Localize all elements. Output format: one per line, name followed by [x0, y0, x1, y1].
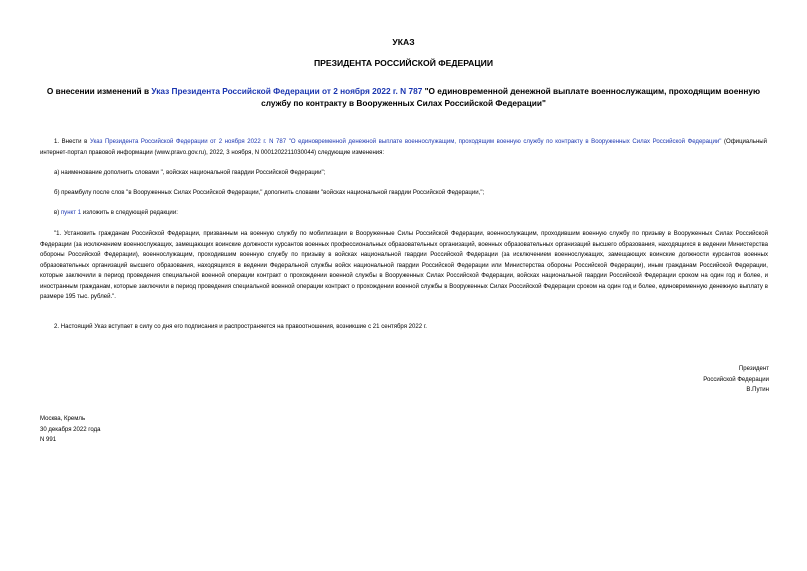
decree-number: N 991	[40, 437, 57, 443]
subject-prefix: О внесении изменений в	[46, 86, 152, 96]
document-footer	[40, 414, 100, 446]
item-b: б) преамбулу после слов "в Вооруженных Силах Российской Федерации," дополнить словами "войсках национальной гвардии Российской Федерации,";	[54, 190, 485, 196]
item-c-suffix: изложить в следующей редакции:	[81, 210, 178, 216]
subject-suffix: "О единовременной денежной выплате военнослужащим, проходящим военную службу по контракту в Вооруженных Силах Российской Федерации"	[261, 86, 761, 108]
document-subject	[40, 85, 767, 109]
subject-decree-link[interactable]: Указ Президента Российской Федерации от 2 ноября 2022 г. N 787	[151, 86, 423, 96]
item-c-prefix: в)	[54, 210, 61, 216]
item-c	[54, 208, 767, 219]
paragraph-1-suffix: (Официальный интернет-портал правовой информации (www.pravo.gov.ru), 2022, 3 ноября, N 0001202211030044) следующие изменения:	[40, 139, 768, 156]
quoted-point-1: "1. Установить гражданам Российской Федерации, призванным на военную службу по мобилизации в Вооруженные Силы Российской Федерации, военнослужащим, проходившим военную службу по призыву в Вооруженных Силах Российской Федерации (за исключением военнослужащих, замещающих воинские должности курсантов военных профессиональных образовательных организаций, военных образовательных организаций высшего образования, находящихся в ведении Министерства обороны Российской Федерации), военнослужащим, проходившим военную службу по призыву в войсках национальной гвардии Российской Федерации (за исключением военнослужащих, замещающих воинские должности курсантов военных образовательных организаций высшего образования, находящихся в ведении Федеральной службы войск национальной гвардии Российской Федерации или Министерства обороны Российской Федерации), иным гражданам Российской Федерации, которые заключили в период проведения специальной военной операции контракт о прохождении военной службы в Вооруженных Силах Российской Федерации, войсках национальной гвардии Российской Федерации сроком на один год и более, и иностранным гражданам, которые заключили в период проведения специальной военной операции контракт о прохождении военной службы в Вооруженных Силах Российской Федерации сроком на один год и более, единовременную денежную выплату в размере 195 тыс. рублей.".	[40, 231, 768, 300]
document-issuer-title: ПРЕЗИДЕНТА РОССИЙСКОЙ ФЕДЕРАЦИИ	[313, 58, 494, 68]
signature-block	[703, 364, 769, 396]
document-type-title: УКАЗ	[392, 37, 415, 47]
signature-name: В.Путин	[746, 387, 769, 393]
paragraph-1-prefix: 1. Внести в	[54, 139, 90, 145]
signing-date: 30 декабря 2022 года	[40, 426, 101, 433]
signing-place: Москва, Кремль	[40, 416, 86, 422]
signature-country: Российской Федерации	[703, 376, 769, 383]
signature-position: Президент	[738, 366, 769, 372]
point-1-link[interactable]: пункт 1	[60, 210, 82, 216]
decree-787-link[interactable]: Указ Президента Российской Федерации от 2 ноября 2022 г. N 787 "О единовременной денежной выплате военнослужащим, проходящим военную службу по контракту в Вооруженных Силах Российской Федерации"	[89, 139, 722, 145]
item-a: а) наименование дополнить словами ", войсках национальной гвардии Российской Федерации";	[54, 170, 326, 176]
paragraph-1	[40, 137, 767, 158]
paragraph-2: 2. Настоящий Указ вступает в силу со дня его подписания и распространяется на правоотношения, возникшие с 21 сентября 2022 г.	[54, 324, 427, 330]
